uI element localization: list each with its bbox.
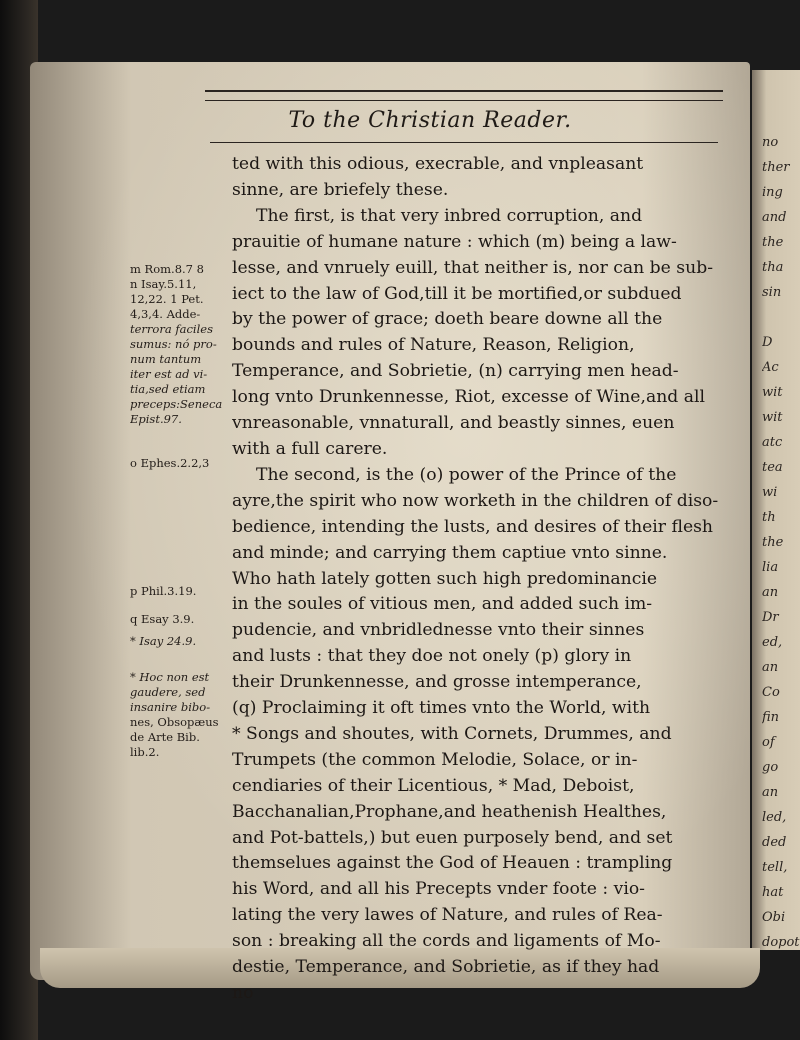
text-line: by the power of grace; doeth beare downe all the — [232, 309, 663, 330]
text-line: Who hath lately gotten such high predominancie — [232, 568, 658, 589]
margin-note-line: sumus: nó pro- — [130, 337, 217, 351]
text-line: themselues against the God of Heauen : trampling — [232, 853, 673, 874]
facing-fragment: ded — [762, 835, 787, 850]
margin-note-line: * Isay 24.9. — [130, 634, 197, 648]
text-line: Bacchanalian,Prophane,and heathenish Healthes, — [232, 801, 667, 822]
facing-fragment: wi — [762, 485, 778, 500]
text-line: ted with this odious, execrable, and vnpleasant — [232, 154, 644, 174]
facing-fragment: sin — [762, 285, 782, 300]
facing-fragment: Co — [762, 685, 780, 700]
facing-fragment: tell, — [762, 860, 788, 875]
facing-fragment: tea — [762, 460, 783, 475]
margin-note-hoc — [130, 670, 230, 760]
facing-fragment: D — [762, 335, 773, 350]
margin-note-line: 4,3,4. Adde- — [130, 307, 201, 321]
facing-fragment: led, — [762, 810, 787, 825]
margin-note-line: insanire bibo- — [130, 700, 211, 714]
facing-fragment: the — [762, 535, 784, 550]
margin-note-line: nes, Obsopæus — [130, 715, 219, 729]
margin-note-line: de Arte Bib. — [130, 730, 200, 744]
text-line: lesse, and vnruely euill, that neither is, nor can be sub- — [232, 257, 713, 278]
text-line: The second, is the (o) power of the Prince of the — [256, 464, 677, 485]
margin-note-star — [130, 634, 230, 649]
facing-fragment: an — [762, 660, 779, 675]
text-line: (q) Proclaiming it oft times vnto the World, with — [232, 698, 651, 719]
text-line: prauitie of humane nature : which (m) being a law- — [232, 231, 677, 252]
facing-fragment: Ac — [762, 360, 779, 375]
text-line: son : breaking all the cords and ligaments of Mo- — [232, 931, 661, 952]
facing-fragment: no — [762, 135, 779, 150]
margin-note-line: preceps:Seneca — [130, 397, 223, 411]
facing-fragment: Dr — [762, 610, 779, 625]
facing-fragment: dopot — [762, 935, 800, 950]
margin-note-line: p Phil.3.19. — [130, 584, 197, 598]
facing-fragment: and — [762, 210, 787, 225]
text-line: and minde; and carrying them captiue vnto sinne. — [232, 542, 668, 563]
facing-page-text — [762, 130, 800, 955]
text-line: with a full carere. — [232, 438, 388, 459]
margin-note-line: iter est ad vi- — [130, 367, 208, 381]
facing-fragment: Obi — [762, 910, 786, 925]
text-line: pudencie, and vnbridlednesse vnto their sinnes — [232, 620, 645, 641]
margin-note-line: m Rom.8.7 8 — [130, 262, 204, 276]
margin-note-line: q Esay 3.9. — [130, 612, 195, 626]
text-line: bounds and rules of Nature, Reason, Religion, — [232, 335, 635, 356]
margin-note-line: o Ephes.2.2,3 — [130, 456, 210, 470]
text-line: his Word, and all his Precepts vnder foote : vio- — [232, 879, 645, 900]
facing-fragment: ing — [762, 185, 783, 200]
text-line: cendiaries of their Licentious, * Mad, Deboist, — [232, 775, 635, 796]
margin-note-line: 12,22. 1 Pet. — [130, 292, 204, 306]
text-line: Temperance, and Sobrietie, (n) carrying men head- — [232, 361, 679, 382]
margin-note-line: gaudere, sed — [130, 685, 206, 699]
top-double-rule — [205, 90, 723, 101]
main-text-column — [232, 152, 744, 1007]
facing-fragment: an — [762, 585, 779, 600]
running-head: To the Christian Reader. — [288, 108, 572, 133]
facing-fragment: lia — [762, 560, 779, 575]
text-line: destie, Temperance, and Sobrietie, as if they had — [232, 957, 660, 978]
text-line: their Drunkennesse, and grosse intemperance, — [232, 672, 642, 693]
text-line: lating the very lawes of Nature, and rules of Rea- — [232, 905, 663, 926]
text-line: Trumpets (the common Melodie, Solace, or in- — [232, 749, 638, 770]
margin-note-o — [130, 456, 230, 471]
margin-note-q — [130, 612, 230, 627]
text-line: bedience, intending the lusts, and desires of their flesh — [232, 516, 714, 537]
text-line: and Pot-battels,) but euen purposely bend, and set — [232, 827, 673, 848]
facing-fragment: wit — [762, 410, 783, 425]
margin-note-line: * Hoc non est — [130, 670, 210, 684]
facing-fragment: hat — [762, 885, 784, 900]
margin-note-line: n Isay.5.11, — [130, 277, 197, 291]
margin-note-line: num tantum — [130, 352, 202, 366]
margin-note-line: terrora faciles — [130, 322, 213, 336]
facing-fragment: atc — [762, 435, 783, 450]
text-line: in the soules of vitious men, and added such im- — [232, 594, 653, 615]
facing-fragment: fin — [762, 710, 780, 725]
text-line: and lusts : that they doe not onely (p) glory in — [232, 646, 632, 667]
facing-fragment — [762, 305, 800, 330]
facing-fragment: wit — [762, 385, 783, 400]
text-line: no — [232, 983, 254, 1003]
text-line: The first, is that very inbred corruption, and — [256, 205, 643, 226]
text-line: sinne, are briefely these. — [232, 179, 449, 200]
margin-note-m — [130, 262, 230, 427]
facing-fragment: the — [762, 235, 784, 250]
text-line: long vnto Drunkennesse, Riot, excesse of Wine,and all — [232, 387, 705, 408]
facing-fragment: go — [762, 760, 779, 775]
margin-note-line: lib.2. — [130, 745, 160, 759]
facing-fragment: ed, — [762, 635, 783, 650]
text-line: vnreasonable, vnnaturall, and beastly sinnes, euen — [232, 413, 675, 434]
text-line: iect to the law of God,till it be mortified,or subdued — [232, 283, 682, 304]
facing-fragment: tha — [762, 260, 784, 275]
text-line: ayre,the spirit who now worketh in the children of diso- — [232, 490, 719, 511]
facing-fragment: ther — [762, 160, 790, 175]
margin-note-p — [130, 584, 230, 599]
text-line: * Songs and shoutes, with Cornets, Drummes, and — [232, 723, 672, 744]
facing-fragment: an — [762, 785, 779, 800]
facing-fragment: of — [762, 735, 775, 750]
margin-note-line: tia,sed etiam — [130, 382, 206, 396]
facing-fragment: th — [762, 510, 776, 525]
header-rule — [210, 142, 718, 143]
margin-note-line: Epist.97. — [130, 412, 182, 426]
